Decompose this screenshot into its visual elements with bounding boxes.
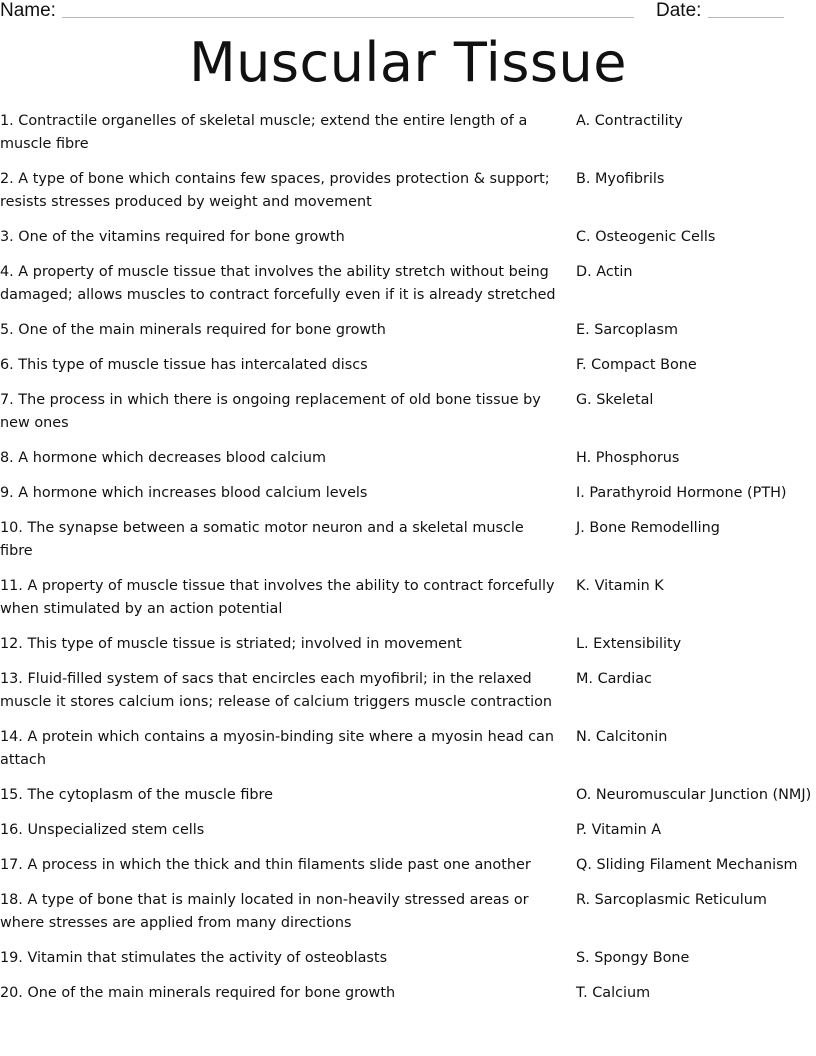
clue-text: 6. This type of muscle tissue has intercalated discs [0,357,368,373]
matching-row [0,354,816,377]
date-blank-line[interactable] [708,17,784,18]
answer-option: I. Parathyroid Hormone (PTH) [576,485,787,501]
answer-option: M. Cardiac [576,671,652,687]
clue-text: 20. One of the main minerals required for bone growth [0,985,396,1001]
clue-text: 5. One of the main minerals required for bone growth [0,322,386,338]
page-title: Muscular Tissue [189,31,627,94]
name-blank-line[interactable] [62,17,634,18]
answer-option: B. Myofibrils [576,171,665,187]
matching-row [0,819,816,842]
answer-option: Q. Sliding Filament Mechanism [576,857,798,873]
matching-row [0,633,816,656]
clue-text: 9. A hormone which increases blood calcium levels [0,485,368,501]
answer-option: K. Vitamin K [576,578,664,594]
clue-text: 15. The cytoplasm of the muscle fibre [0,787,273,803]
clue-text: 7. The process in which there is ongoing replacement of old bone tissue by new ones [0,392,541,431]
matching-row [0,447,816,470]
answer-option: C. Osteogenic Cells [576,229,716,245]
matching-row [0,668,816,714]
clue-text: 19. Vitamin that stimulates the activity of osteoblasts [0,950,388,966]
matching-row [0,168,816,214]
answer-option: P. Vitamin A [576,822,662,838]
answer-option: H. Phosphorus [576,450,680,466]
clue-text: 1. Contractile organelles of skeletal muscle; extend the entire length of a muscle fibre [0,113,528,152]
clue-text: 18. A type of bone that is mainly located in non-heavily stressed areas or where stresses are applied from many directions [0,892,529,931]
answer-option: S. Spongy Bone [576,950,690,966]
clue-text: 3. One of the vitamins required for bone growth [0,229,345,245]
matching-row [0,947,816,970]
matching-row [0,854,816,877]
clue-text: 13. Fluid-filled system of sacs that encircles each myofibril; in the relaxed muscle it stores calcium ions; release of calcium triggers muscle contraction [0,671,553,710]
answer-option: O. Neuromuscular Junction (NMJ) [576,787,812,803]
date-label: Date: [656,0,702,21]
clue-text: 11. A property of muscle tissue that involves the ability to contract forcefully when stimulated by an action potential [0,578,555,617]
clue-text: 10. The synapse between a somatic motor neuron and a skeletal muscle fibre [0,520,524,559]
matching-row [0,110,816,156]
clue-text: 17. A process in which the thick and thin filaments slide past one another [0,857,531,873]
matching-list [0,110,816,1017]
clue-text: 14. A protein which contains a myosin-binding site where a myosin head can attach [0,729,554,768]
answer-option: G. Skeletal [576,392,654,408]
answer-option: D. Actin [576,264,633,280]
matching-row [0,889,816,935]
answer-option: F. Compact Bone [576,357,697,373]
answer-option: A. Contractility [576,113,683,129]
clue-text: 16. Unspecialized stem cells [0,822,205,838]
answer-option: E. Sarcoplasm [576,322,678,338]
clue-text: 12. This type of muscle tissue is striated; involved in movement [0,636,462,652]
matching-row [0,982,816,1005]
answer-option: R. Sarcoplasmic Reticulum [576,892,767,908]
clue-text: 4. A property of muscle tissue that involves the ability stretch without being damaged; allows muscles to contract forcefully even if it is already stretched [0,264,556,303]
matching-row [0,319,816,342]
name-label: Name: [0,0,56,21]
matching-row [0,726,816,772]
matching-row [0,226,816,249]
answer-option: J. Bone Remodelling [576,520,720,536]
matching-row [0,517,816,563]
answer-option: N. Calcitonin [576,729,668,745]
matching-row [0,389,816,435]
matching-row [0,261,816,307]
matching-row [0,482,816,505]
matching-row [0,784,816,807]
clue-text: 8. A hormone which decreases blood calcium [0,450,327,466]
worksheet-header [0,0,816,24]
clue-text: 2. A type of bone which contains few spaces, provides protection & support; resists stresses produced by weight and movement [0,171,550,210]
answer-option: T. Calcium [576,985,651,1001]
matching-row [0,575,816,621]
answer-option: L. Extensibility [576,636,682,652]
